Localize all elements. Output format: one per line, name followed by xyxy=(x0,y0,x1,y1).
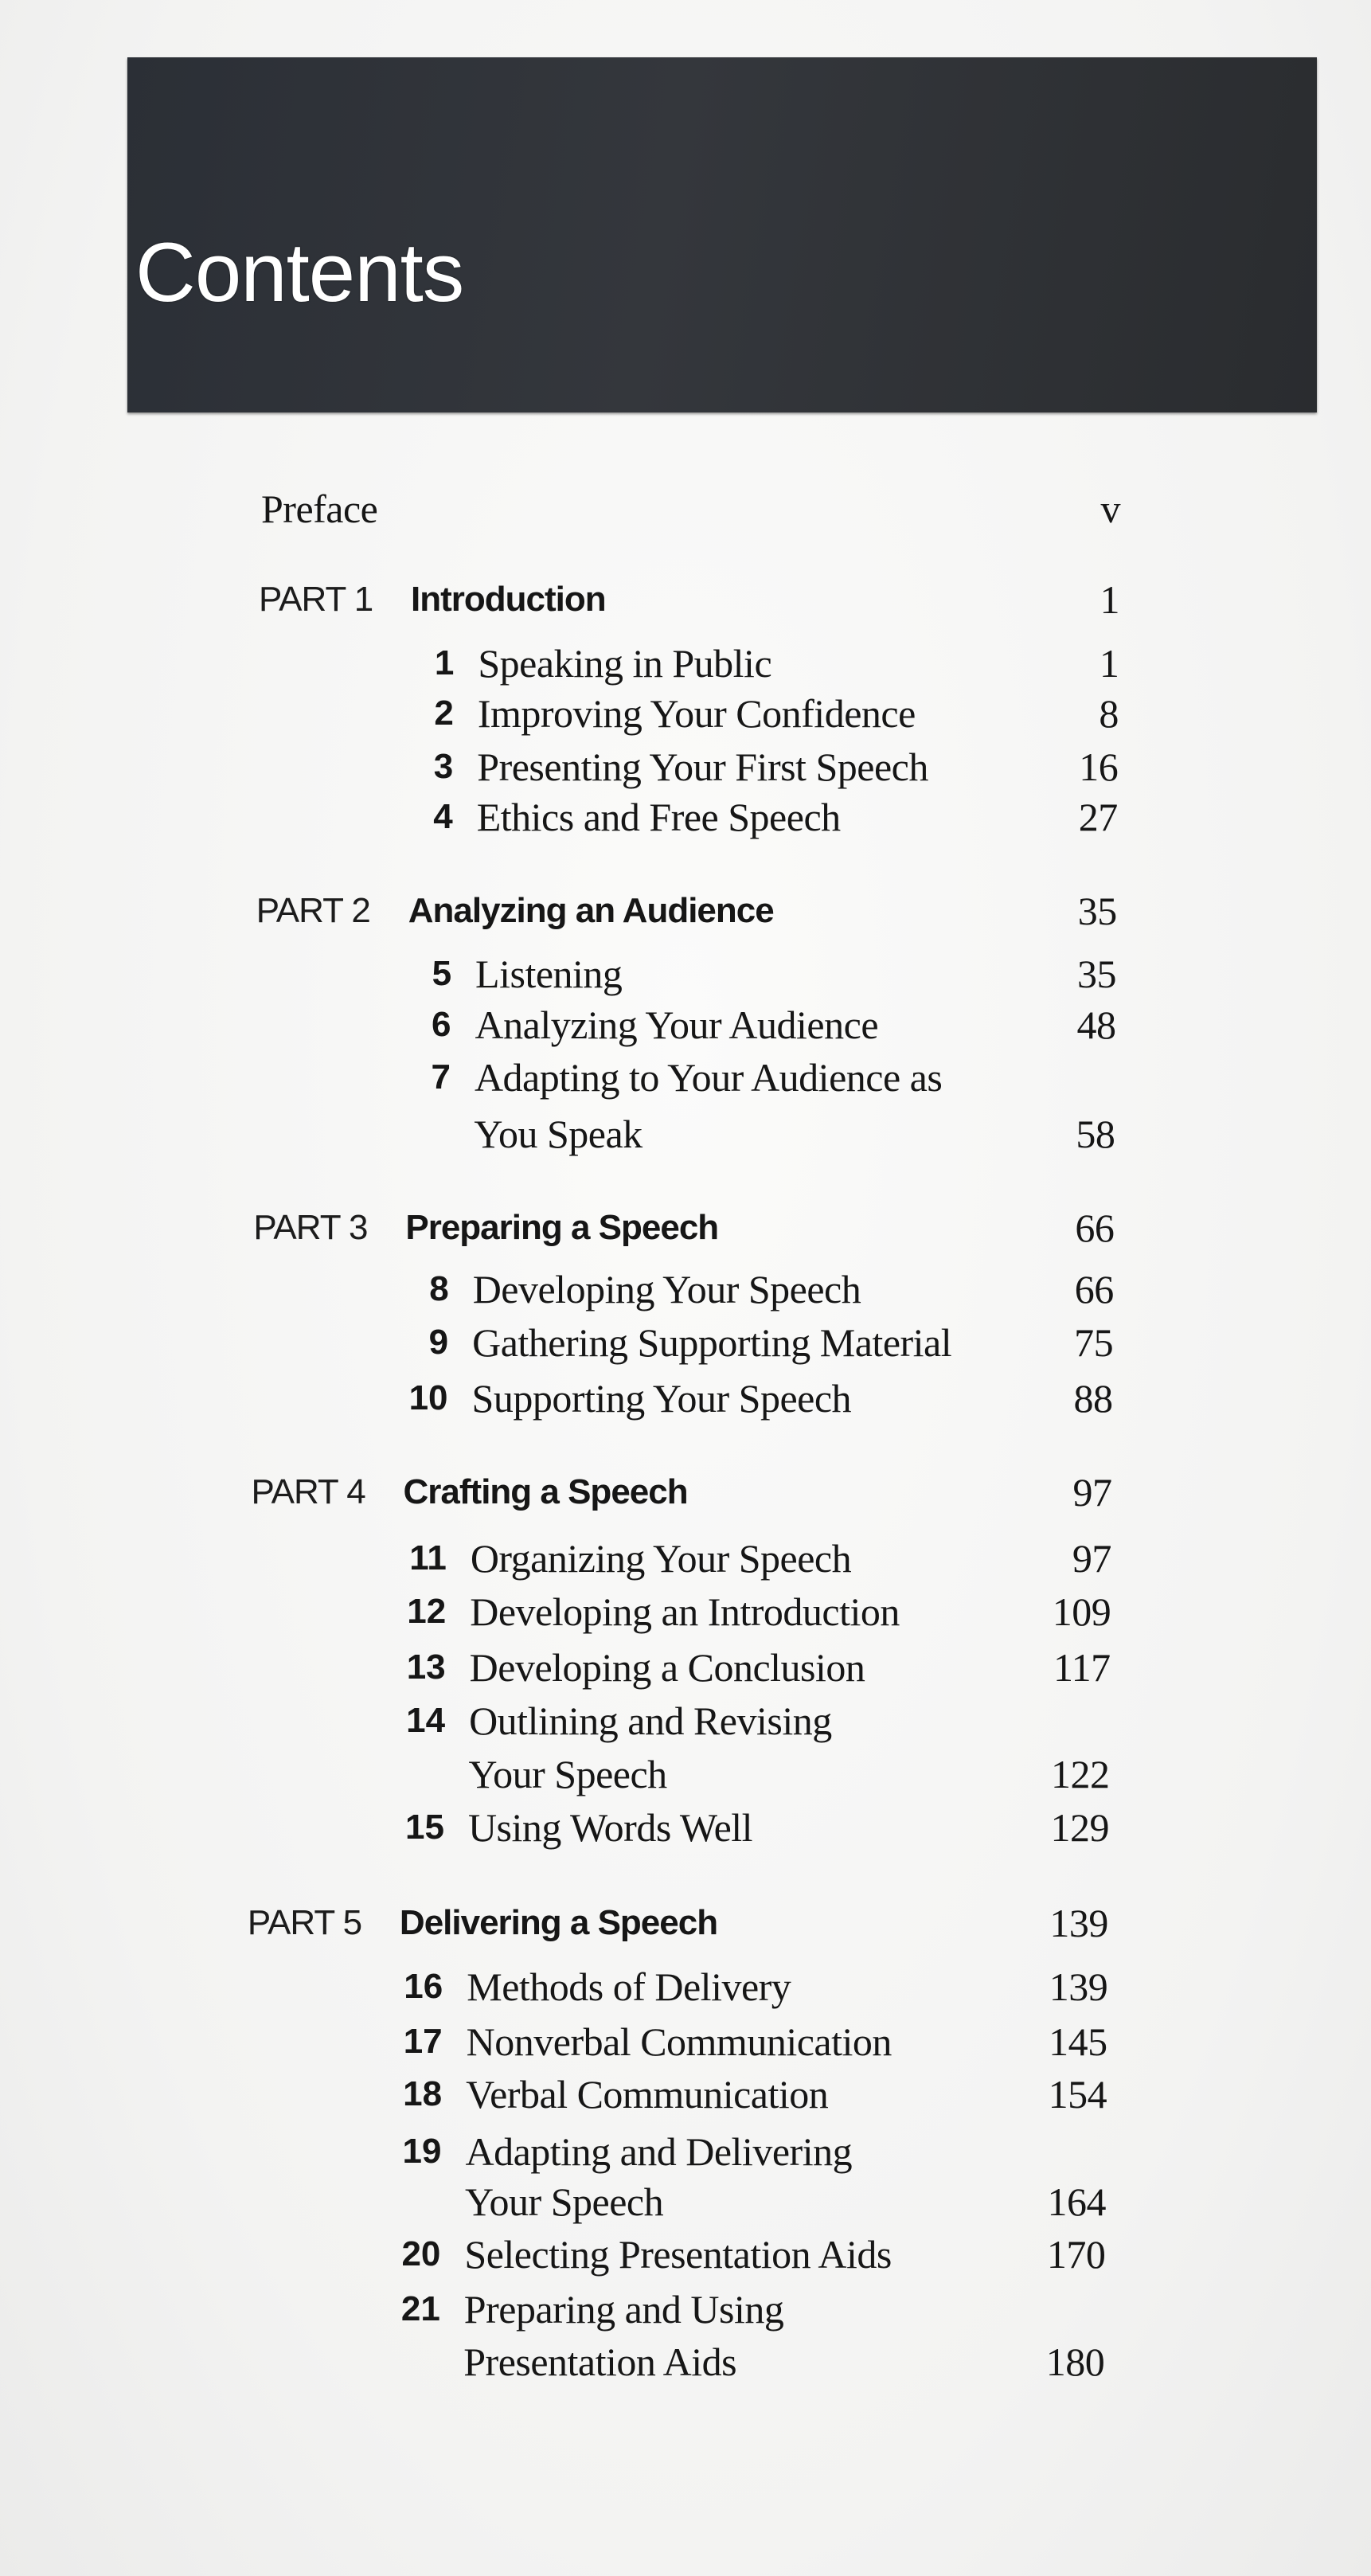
chapter-number: 21 xyxy=(400,2289,440,2328)
page-number: 1 xyxy=(1100,577,1120,622)
toc-chapter-entry xyxy=(0,1001,1367,1049)
toc-chapter-entry xyxy=(0,1534,1362,1582)
part-label: PART 2 xyxy=(256,891,370,930)
page-number: 109 xyxy=(1052,1589,1111,1634)
chapter-number: 1 xyxy=(434,643,455,682)
part-title: Crafting a Speech xyxy=(403,1472,688,1511)
chapter-title: You Speak xyxy=(474,1112,643,1156)
chapter-title: Ethics and Free Speech xyxy=(476,795,841,839)
part-label: PART 4 xyxy=(251,1472,365,1511)
toc-part-entry xyxy=(0,887,1368,935)
page-number: 122 xyxy=(1051,1752,1110,1796)
chapter-number: 12 xyxy=(407,1592,447,1631)
page-number: 16 xyxy=(1079,745,1119,789)
page-number: 97 xyxy=(1072,1536,1111,1581)
chapter-number: 5 xyxy=(432,954,452,993)
chapter-title: Supporting Your Speech xyxy=(471,1376,852,1421)
chapter-title: Verbal Communication xyxy=(466,2072,829,2117)
page-number: 8 xyxy=(1099,691,1119,736)
toc-chapter-entry xyxy=(0,1374,1364,1422)
chapter-title: Methods of Delivery xyxy=(467,1964,791,2009)
chapter-title: Using Words Well xyxy=(467,1805,753,1850)
chapter-number: 16 xyxy=(404,1967,443,2006)
chapter-title: Nonverbal Communication xyxy=(466,2019,892,2064)
page-number: 48 xyxy=(1076,1003,1116,1047)
page-number: 66 xyxy=(1074,1267,1114,1311)
page-number: 75 xyxy=(1074,1320,1114,1365)
preface-label: Preface xyxy=(261,487,378,531)
chapter-number: 11 xyxy=(409,1538,447,1577)
toc-chapter-entry xyxy=(0,743,1369,791)
toc-chapter-entry xyxy=(0,1750,1361,1798)
toc-chapter-entry xyxy=(0,1265,1365,1313)
toc-chapter-entry xyxy=(0,2128,1357,2175)
page-number: 58 xyxy=(1076,1112,1115,1156)
toc-chapter-entry xyxy=(0,793,1369,841)
chapter-number: 17 xyxy=(403,2022,443,2061)
toc-chapter-entry xyxy=(0,2178,1357,2226)
toc-preface-entry xyxy=(0,485,1371,533)
toc-chapter-entry xyxy=(0,2338,1355,2386)
chapter-title: Developing an Introduction xyxy=(470,1589,900,1634)
chapter-title: Selecting Presentation Aids xyxy=(464,2232,892,2277)
chapter-title: Preparing and Using xyxy=(463,2287,784,2332)
part-label: PART 5 xyxy=(247,1903,362,1942)
toc-part-entry xyxy=(0,1468,1363,1516)
chapter-title: Adapting and Delivering xyxy=(465,2129,853,2174)
chapter-number: 14 xyxy=(406,1701,446,1740)
toc-chapter-entry xyxy=(0,1053,1366,1101)
part-label: PART 1 xyxy=(259,580,373,619)
chapter-title: Gathering Supporting Material xyxy=(472,1320,952,1365)
part-title: Introduction xyxy=(411,580,606,619)
chapter-title: Presenting Your First Speech xyxy=(477,745,928,789)
chapter-title: Improving Your Confidence xyxy=(477,691,916,736)
toc-chapter-entry xyxy=(0,1963,1358,2011)
chapter-title: Adapting to Your Audience as xyxy=(474,1055,943,1100)
toc-chapter-entry xyxy=(0,2018,1358,2066)
page-number: 35 xyxy=(1077,952,1117,996)
page-number: 180 xyxy=(1045,2340,1105,2384)
page-number: 88 xyxy=(1073,1376,1113,1421)
toc-chapter-entry xyxy=(0,1804,1360,1851)
toc-chapter-entry xyxy=(0,950,1367,998)
page-number: 66 xyxy=(1075,1206,1115,1250)
page-number: 139 xyxy=(1049,1964,1108,2009)
toc-chapter-entry xyxy=(0,1697,1361,1745)
page-number: 1 xyxy=(1099,641,1119,686)
toc-chapter-entry xyxy=(0,639,1369,687)
page-number: 139 xyxy=(1049,1901,1108,1945)
chapter-number: 13 xyxy=(406,1648,446,1687)
chapter-title: Organizing Your Speech xyxy=(470,1536,852,1581)
chapter-title: Your Speech xyxy=(464,2179,664,2224)
chapter-number: 4 xyxy=(433,797,453,836)
part-title: Delivering a Speech xyxy=(399,1903,718,1942)
chapter-title: Presentation Aids xyxy=(463,2340,737,2384)
toc-part-entry xyxy=(0,1899,1359,1947)
chapter-number: 18 xyxy=(403,2074,443,2113)
page-number: 145 xyxy=(1049,2019,1107,2064)
part-label: PART 3 xyxy=(253,1208,368,1247)
toc-chapter-entry xyxy=(0,690,1369,737)
page-number: 129 xyxy=(1050,1805,1109,1850)
toc-chapter-entry xyxy=(0,2230,1356,2278)
chapter-title: Outlining and Revising xyxy=(469,1698,832,1743)
chapter-number: 19 xyxy=(402,2132,442,2171)
chapter-number: 15 xyxy=(404,1808,444,1847)
page-number: 97 xyxy=(1072,1470,1112,1515)
part-title: Analyzing an Audience xyxy=(408,891,774,930)
page-number: 27 xyxy=(1078,795,1118,839)
chapter-number: 8 xyxy=(429,1269,449,1308)
chapter-title: Developing a Conclusion xyxy=(469,1645,865,1690)
toc-chapter-entry xyxy=(0,2070,1357,2118)
page-number: 35 xyxy=(1077,889,1117,933)
toc-chapter-entry xyxy=(0,1644,1361,1691)
chapter-title: Developing Your Speech xyxy=(472,1267,861,1311)
toc-chapter-entry xyxy=(0,1110,1365,1158)
chapter-title: Speaking in Public xyxy=(478,641,772,686)
chapter-number: 2 xyxy=(434,694,454,733)
chapter-number: 20 xyxy=(401,2234,441,2273)
chapter-title: Analyzing Your Audience xyxy=(475,1003,879,1047)
chapter-number: 6 xyxy=(432,1005,451,1044)
chapter-number: 10 xyxy=(408,1378,448,1417)
toc-chapter-entry xyxy=(0,1319,1364,1366)
chapter-title: Your Speech xyxy=(468,1752,667,1796)
toc-part-entry xyxy=(0,576,1370,623)
page-number: 117 xyxy=(1053,1645,1111,1690)
chapter-number: 7 xyxy=(431,1057,451,1096)
page-title: Contents xyxy=(135,226,464,319)
page-number: v xyxy=(1100,487,1120,531)
part-title: Preparing a Speech xyxy=(405,1208,719,1247)
toc-chapter-entry xyxy=(0,2285,1356,2333)
page-number: 170 xyxy=(1046,2232,1106,2277)
toc-chapter-entry xyxy=(0,1588,1361,1636)
chapter-title: Listening xyxy=(475,952,623,996)
chapter-number: 3 xyxy=(433,747,454,786)
chapter-number: 9 xyxy=(428,1323,449,1362)
toc-part-entry xyxy=(0,1204,1365,1252)
page-number: 164 xyxy=(1047,2179,1106,2224)
page-number: 154 xyxy=(1048,2072,1107,2117)
